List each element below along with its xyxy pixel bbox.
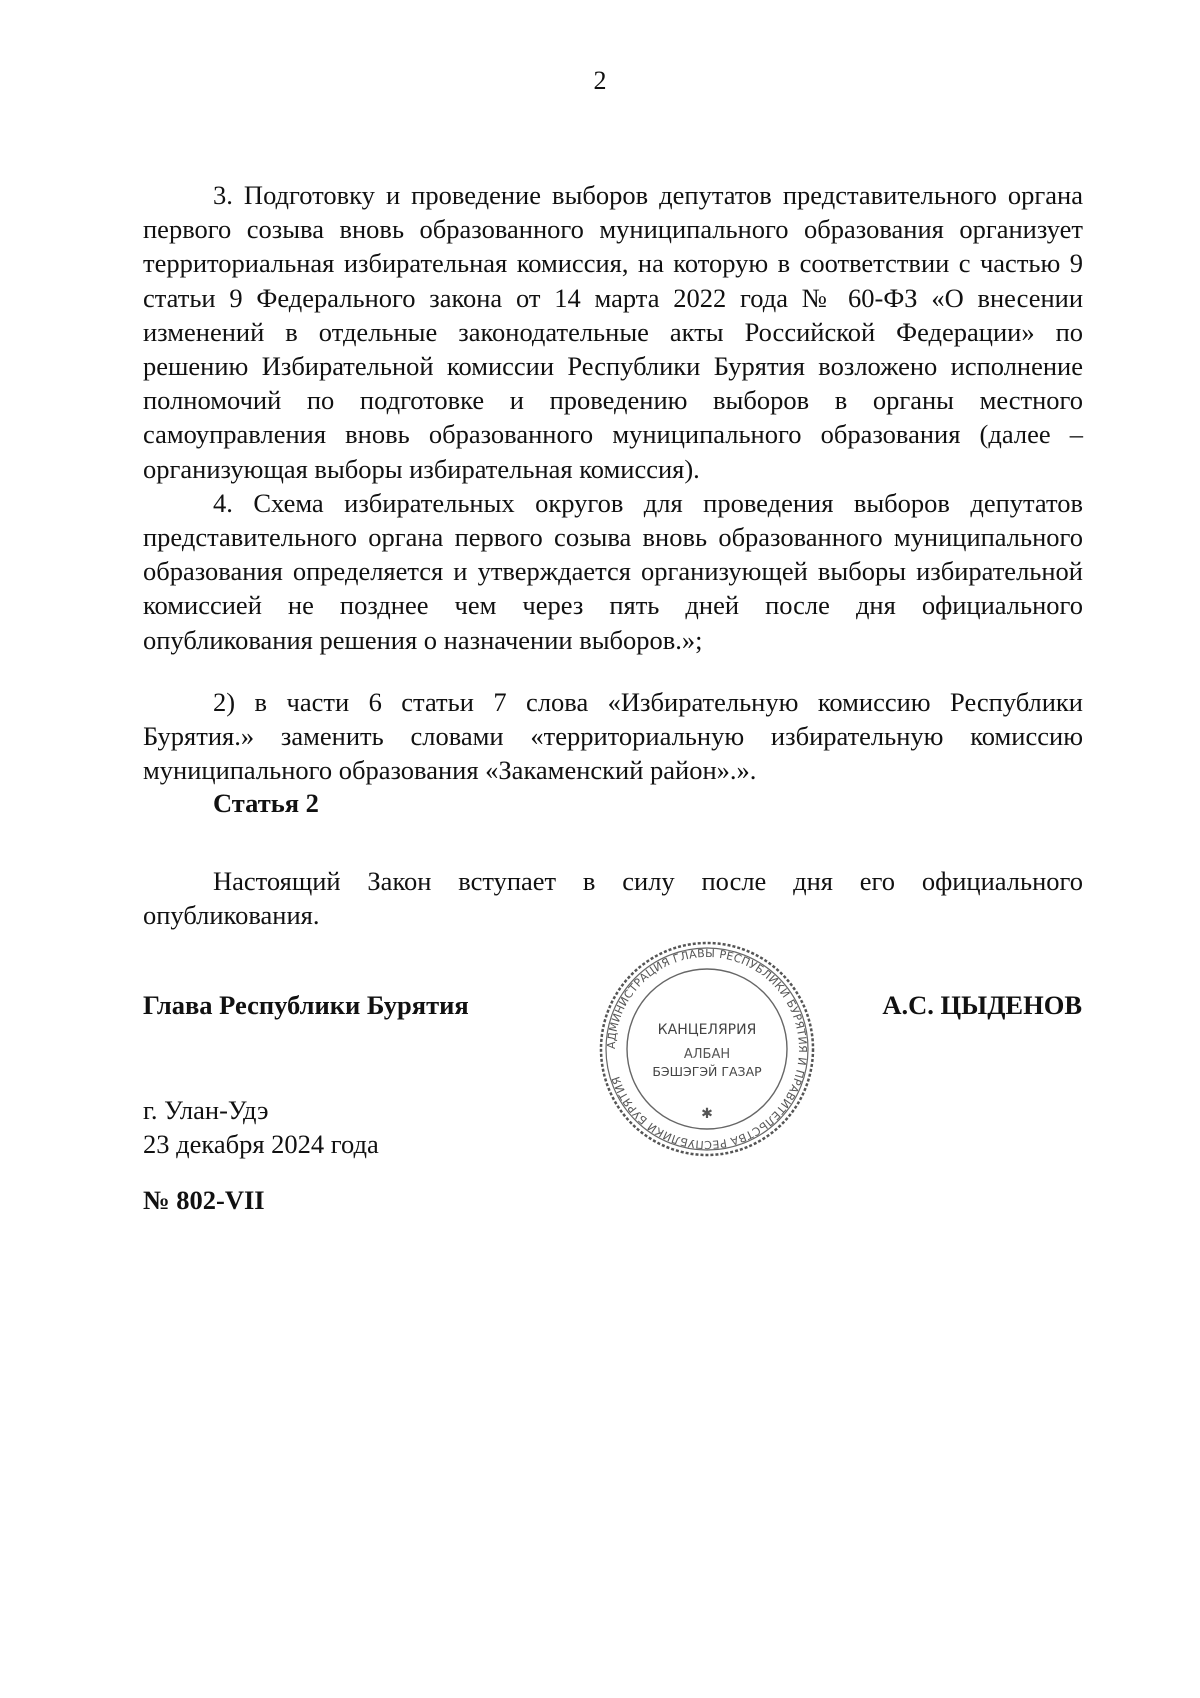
paragraph-amendment-2: 2) в части 6 статьи 7 слова «Избирательную комиссию Республики Бурятия.» заменить словами «территориальную избирательную комиссию муниципального образования «Закаменский район».». [143,686,1083,786]
paragraph-4: 4. Схема избирательных округов для проведения выборов депутатов представительного органа первого созыва вновь образованного муниципального образования определяется и утверждается организующей выборы избирательной комиссией не позднее чем через пять дней после дня официального опубликования решения о назначении выборов.»; [143,487,1083,655]
seal-inner-text-3: БЭШЭГЭЙ ГАЗАР [652,1064,762,1079]
signer-title: Глава Республики Бурятия [143,990,469,1020]
article-heading: Статья 2 [213,788,319,818]
official-seal [598,940,816,1158]
signer-name: А.С. ЦЫДЕНОВ [882,990,1082,1020]
seal-inner-text-1: КАНЦЕЛЯРИЯ [657,1022,757,1038]
article-2-body [143,864,1083,932]
paragraph-3: 3. Подготовку и проведение выборов депутатов представительного органа первого созыва вновь образованного муниципального образования организует территориальная избирательная комиссия, на которую в соответствии с частью 9 статьи 9 Федерального закона от 14 марта 2022 года № 60-ФЗ «О внесении изменений в отдельные законодательные акты Российской Федерации» по решению Избирательной комиссии Республики Бурятия возложено исполнение полномочий по подготовке и проведению выборов в органы местного самоуправления вновь образованного муниципального образования (далее – организующая выборы избирательная комиссия). [143,180,1083,484]
document-body [143,178,1083,787]
article-2-text: Настоящий Закон вступает в силу после дня его официального опубликования. [143,866,1083,931]
seal-outer-text: АДМИНИСТРАЦИЯ ГЛАВЫ РЕСПУБЛИКИ БУРЯТИЯ И ПРАВИТЕЛЬСТВА РЕСПУБЛИКИ БУРЯТИЯ [604,946,810,1152]
seal-inner-text-2: АЛБАН [683,1047,731,1062]
seal-star-icon: ✱ [701,1106,713,1122]
law-number: № 802-VII [143,1185,265,1215]
signing-place: г. Улан-Удэ [143,1095,269,1125]
signing-date: 23 декабря 2024 года [143,1129,379,1159]
place-and-date [143,1093,379,1161]
page-number: 2 [593,66,607,95]
